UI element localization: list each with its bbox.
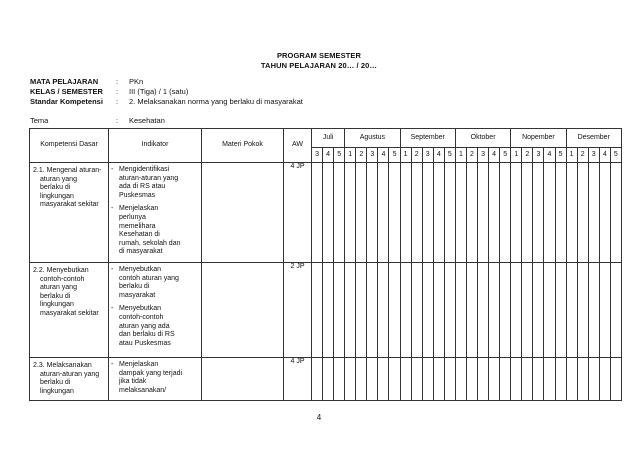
week-cell	[356, 263, 367, 358]
table-row	[30, 163, 622, 263]
kompetensi-dasar-text: berlaku di	[40, 379, 71, 387]
week-cell	[323, 163, 334, 263]
info-value: PKn	[129, 77, 144, 86]
bullet-dash: -	[111, 166, 114, 173]
kompetensi-dasar-text: aturan-aturan yang	[40, 370, 100, 378]
info-value: 2. Melaksanakan norma yang berlaku di masyarakat	[129, 97, 303, 106]
week-cell	[511, 358, 522, 401]
week-header: 4	[599, 148, 610, 163]
week-cell	[500, 163, 511, 263]
week-cell	[378, 163, 389, 263]
week-cell	[411, 163, 422, 263]
aw-cell: 4 JP	[284, 358, 312, 401]
indikator-cell	[109, 163, 202, 263]
indikator-text: ada di RS atau	[119, 183, 166, 191]
kompetensi-dasar-text: lingkungan	[40, 387, 74, 395]
week-cell	[389, 358, 400, 401]
info-colon: :	[116, 116, 119, 125]
week-header: 3	[533, 148, 544, 163]
week-header: 5	[334, 148, 345, 163]
week-cell	[334, 263, 345, 358]
indikator-text: Menjelaskan	[119, 205, 159, 213]
week-header: 1	[511, 148, 522, 163]
week-cell	[500, 358, 511, 401]
kompetensi-dasar-text: 2.2. Menyebutkan	[33, 267, 89, 274]
week-header: 4	[378, 148, 389, 163]
week-header: 2	[466, 148, 477, 163]
week-cell	[500, 263, 511, 358]
indikator-text: Menyebutkan	[119, 266, 162, 273]
indikator-cell	[109, 358, 202, 401]
kompetensi-dasar-text: berlaku di	[40, 184, 71, 192]
week-header: 2	[522, 148, 533, 163]
week-cell	[610, 163, 621, 263]
header-indikator: Indikator	[109, 129, 202, 163]
month-header: Nopember	[511, 129, 566, 148]
week-header: 3	[312, 148, 323, 163]
indikator-text: memelihara	[119, 222, 156, 230]
week-cell	[334, 163, 345, 263]
week-cell	[522, 263, 533, 358]
kompetensi-dasar-text: masyarakat sekitar	[40, 201, 99, 209]
week-cell	[599, 358, 610, 401]
week-cell	[367, 163, 378, 263]
kompetensi-dasar-text: contoh-contoh	[40, 275, 85, 283]
week-cell	[356, 358, 367, 401]
week-cell	[522, 163, 533, 263]
week-header: 1	[400, 148, 411, 163]
indikator-item	[111, 266, 199, 300]
week-cell	[455, 263, 466, 358]
info-label: KELAS / SEMESTER	[30, 87, 103, 96]
indikator-text: Puskesmas	[119, 191, 156, 199]
week-header: 3	[588, 148, 599, 163]
week-cell	[422, 263, 433, 358]
month-header: Oktober	[455, 129, 510, 148]
week-cell	[511, 163, 522, 263]
week-cell	[356, 163, 367, 263]
week-cell	[533, 263, 544, 358]
week-cell	[489, 358, 500, 401]
week-cell	[444, 263, 455, 358]
kompetensi-dasar-text: lingkungan	[40, 192, 74, 200]
kompetensi-dasar-text: lingkungan	[40, 301, 74, 309]
week-header: 5	[444, 148, 455, 163]
week-cell	[566, 263, 577, 358]
indikator-text: berlaku di	[119, 283, 150, 291]
week-cell	[544, 358, 555, 401]
info-label: MATA PELAJARAN	[30, 77, 99, 86]
month-header: Juli	[312, 129, 345, 148]
indikator-text: Kesehatan di	[119, 231, 160, 239]
week-cell	[544, 263, 555, 358]
indikator-text: masyarakat	[119, 291, 156, 299]
week-cell	[334, 358, 345, 401]
week-cell	[323, 358, 334, 401]
week-cell	[345, 263, 356, 358]
materi-pokok-cell	[202, 163, 284, 263]
materi-pokok-cell	[202, 358, 284, 401]
week-cell	[577, 163, 588, 263]
header-kompetensi-dasar: Kompetensi Dasar	[30, 129, 109, 163]
week-cell	[422, 163, 433, 263]
week-cell	[400, 163, 411, 263]
materi-pokok-cell	[202, 263, 284, 358]
kompetensi-dasar-cell	[30, 358, 109, 401]
week-cell	[588, 263, 599, 358]
indikator-text: atau Puskesmas	[119, 339, 171, 347]
week-header: 4	[323, 148, 334, 163]
kompetensi-dasar-text: aturan yang	[40, 284, 77, 292]
week-cell	[533, 358, 544, 401]
week-cell	[555, 163, 566, 263]
page-number: 4	[316, 413, 322, 422]
week-cell	[511, 263, 522, 358]
week-cell	[444, 163, 455, 263]
aw-cell: 4 JP	[284, 163, 312, 263]
week-cell	[378, 358, 389, 401]
week-header: 1	[345, 148, 356, 163]
indikator-text: perlunya	[119, 213, 146, 221]
week-cell	[489, 263, 500, 358]
kompetensi-dasar-text: 2.1. Mengenal aturan-	[33, 167, 102, 174]
indikator-text: aturan-aturan yang	[119, 174, 179, 182]
week-cell	[433, 163, 444, 263]
week-cell	[478, 163, 489, 263]
table-row	[30, 358, 622, 401]
week-cell	[312, 358, 323, 401]
month-header: September	[400, 129, 455, 148]
week-cell	[433, 358, 444, 401]
bullet-dash: -	[111, 205, 114, 213]
week-cell	[466, 263, 477, 358]
week-header: 1	[566, 148, 577, 163]
bullet-dash: -	[111, 361, 114, 368]
header-materi-pokok: Materi Pokok	[202, 129, 284, 163]
indikator-text: dampak yang terjadi	[119, 369, 183, 377]
indikator-text: dan berlaku di RS	[119, 331, 175, 339]
info-colon: :	[116, 87, 119, 96]
week-cell	[345, 358, 356, 401]
indikator-item	[111, 205, 199, 257]
indikator-text: jika tidak	[119, 378, 147, 386]
indikator-text: Menyebutkan	[119, 305, 162, 313]
table-row	[30, 263, 622, 358]
week-cell	[400, 263, 411, 358]
week-cell	[544, 163, 555, 263]
week-cell	[478, 358, 489, 401]
week-header: 3	[478, 148, 489, 163]
week-cell	[312, 163, 323, 263]
kompetensi-dasar-text: berlaku di	[40, 292, 71, 300]
week-cell	[389, 263, 400, 358]
indikator-item	[111, 166, 199, 200]
week-header: 2	[411, 148, 422, 163]
week-cell	[533, 163, 544, 263]
week-header: 5	[389, 148, 400, 163]
document-title: PROGRAM SEMESTER	[276, 51, 362, 60]
week-cell	[599, 263, 610, 358]
bullet-dash: -	[111, 266, 114, 273]
week-cell	[433, 263, 444, 358]
week-header: 1	[455, 148, 466, 163]
week-cell	[455, 358, 466, 401]
week-header: 4	[433, 148, 444, 163]
week-cell	[577, 358, 588, 401]
week-cell	[466, 358, 477, 401]
week-header: 2	[577, 148, 588, 163]
info-colon: :	[116, 77, 119, 86]
indikator-item	[111, 305, 199, 348]
week-cell	[367, 263, 378, 358]
week-header: 4	[489, 148, 500, 163]
week-cell	[577, 263, 588, 358]
week-cell	[588, 358, 599, 401]
week-cell	[555, 263, 566, 358]
month-header: Desember	[566, 129, 621, 148]
week-cell	[323, 263, 334, 358]
week-cell	[489, 163, 500, 263]
indikator-cell	[109, 263, 202, 358]
indikator-text: rumah, sekolah dan	[119, 239, 181, 247]
header-aw: AW	[284, 129, 312, 163]
indikator-text: Mengidentifikasi	[119, 166, 170, 173]
info-value: Kesehatan	[129, 116, 165, 125]
month-header: Agustus	[345, 129, 400, 148]
week-header: 5	[555, 148, 566, 163]
week-cell	[455, 163, 466, 263]
semester-program-table	[29, 128, 622, 401]
indikator-text: di masyarakat	[119, 248, 163, 256]
indikator-item	[111, 361, 199, 395]
indikator-text: melaksanakan/	[119, 386, 167, 394]
kompetensi-dasar-text: masyarakat sekitar	[40, 309, 99, 317]
week-cell	[444, 358, 455, 401]
info-colon: :	[116, 97, 119, 106]
indikator-text: Menjelaskan	[119, 361, 159, 368]
week-cell	[566, 358, 577, 401]
week-cell	[566, 163, 577, 263]
week-cell	[345, 163, 356, 263]
week-header: 4	[544, 148, 555, 163]
indikator-text: contoh aturan yang	[119, 274, 179, 282]
week-header: 5	[500, 148, 511, 163]
week-cell	[555, 358, 566, 401]
week-header: 2	[356, 148, 367, 163]
week-header: 5	[610, 148, 621, 163]
week-cell	[422, 358, 433, 401]
indikator-text: aturan yang ada	[119, 322, 170, 330]
document-subtitle: TAHUN PELAJARAN 20… / 20…	[260, 61, 378, 70]
aw-cell: 2 JP	[284, 263, 312, 358]
kompetensi-dasar-text: aturan yang	[40, 175, 77, 183]
week-header: 3	[367, 148, 378, 163]
week-cell	[411, 263, 422, 358]
week-cell	[367, 358, 378, 401]
bullet-dash: -	[111, 305, 114, 313]
indikator-text: contoh-contoh	[119, 313, 164, 321]
week-cell	[378, 263, 389, 358]
week-cell	[588, 163, 599, 263]
kompetensi-dasar-cell	[30, 163, 109, 263]
week-cell	[522, 358, 533, 401]
week-cell	[400, 358, 411, 401]
week-cell	[312, 263, 323, 358]
info-label: Standar Kompetensi	[30, 97, 103, 106]
week-cell	[610, 358, 621, 401]
week-header: 3	[422, 148, 433, 163]
kompetensi-dasar-cell	[30, 263, 109, 358]
week-cell	[610, 263, 621, 358]
week-cell	[599, 163, 610, 263]
info-value: III (Tiga) / 1 (satu)	[129, 87, 189, 96]
week-cell	[478, 263, 489, 358]
week-cell	[389, 163, 400, 263]
kompetensi-dasar-text: 2.3. Melaksanakan	[33, 362, 92, 369]
info-label: Tema	[30, 116, 49, 125]
week-cell	[411, 358, 422, 401]
week-cell	[466, 163, 477, 263]
